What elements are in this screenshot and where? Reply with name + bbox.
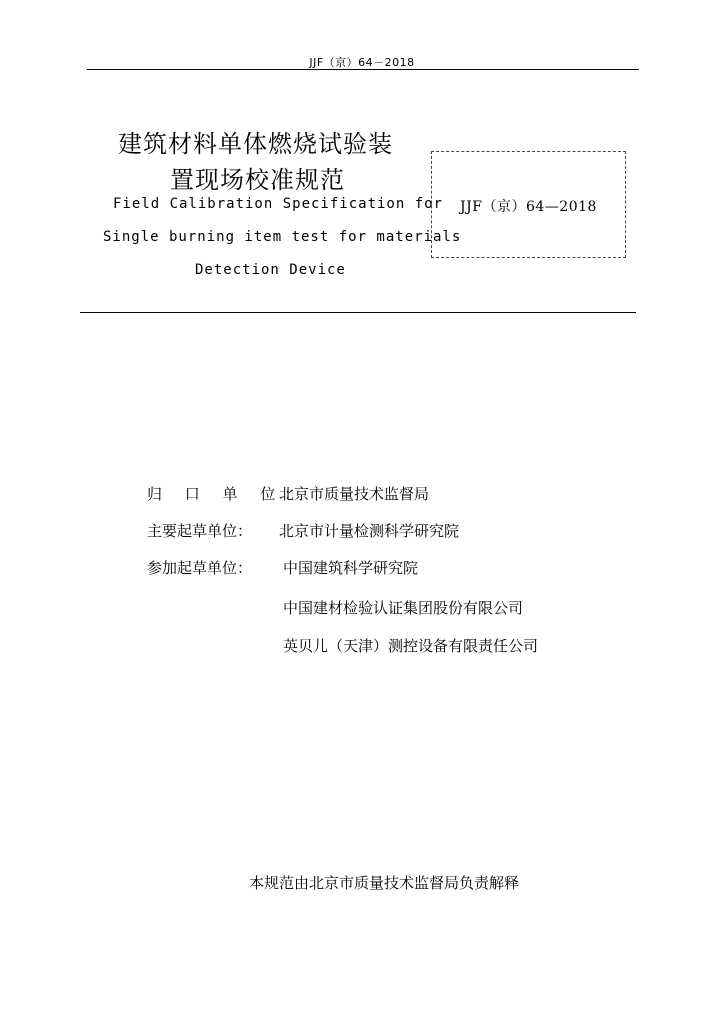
title-chinese-line-1: 建筑材料单体燃烧试验装 xyxy=(118,130,393,158)
participant-item: 中国建筑科学研究院 xyxy=(283,559,419,577)
header-divider xyxy=(87,69,639,70)
responsible-unit-value: 北京市质量技术监督局 xyxy=(279,485,430,503)
participant-item: 英贝儿（天津）测控设备有限责任公司 xyxy=(283,637,539,655)
title-english-line-3: Detection Device xyxy=(195,262,346,278)
participant-item: 中国建材检验认证集团股份有限公司 xyxy=(283,599,524,617)
standard-code-box-text: JJF（京）64—2018 xyxy=(460,199,597,215)
title-english-line-2: Single burning item test for materials xyxy=(103,229,462,245)
title-english-line-1: Field Calibration Specification for xyxy=(113,196,444,212)
standard-code-box xyxy=(431,151,626,258)
title-chinese-line-2: 置现场校准规范 xyxy=(170,166,345,194)
title-divider xyxy=(80,312,636,313)
header-standard-code: JJF（京）64－2018 xyxy=(309,56,415,69)
participants-label: 参加起草单位： xyxy=(147,559,253,577)
main-drafter-value: 北京市计量检测科学研究院 xyxy=(279,522,460,540)
main-drafter-label: 主要起草单位： xyxy=(147,522,253,540)
interpretation-note: 本规范由北京市质量技术监督局负责解释 xyxy=(248,874,519,892)
responsible-unit-label: 归 口 单 位： xyxy=(147,485,309,503)
